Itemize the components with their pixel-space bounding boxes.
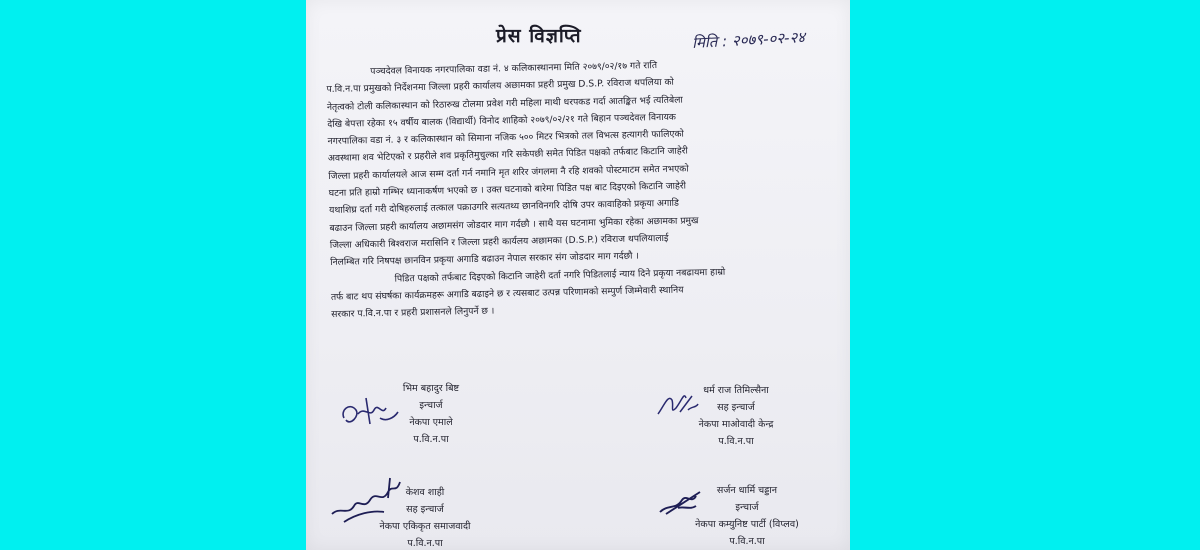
signatory-place: प.वि.न.पा xyxy=(407,538,443,549)
paragraph-line: यथाशिघ्र दर्ता गरी दोषिहरुलाई तत्काल पक्राउगरि सत्यतथ्य छानविनगरि दोषि उपर कावाहिको प्रकृया अगाडि xyxy=(328,198,679,217)
signatory-place: प.वि.न.पा xyxy=(718,436,754,447)
paragraph-1 xyxy=(326,54,830,272)
signatory-place: प.वि.न.पा xyxy=(729,536,765,547)
paragraph-line: प.वि.न.पा प्रमुखको निर्देशनमा जिल्ला प्रहरी कार्यालय अछामका प्रहरी प्रमुख D.S.P. रविराज थपलिया को xyxy=(326,77,675,96)
paragraph-line: देखि बेपत्ता रहेका १५ वर्षीय बालक (विद्यार्थी) विनोद शाहिको २०७९/०२/२१ गते बिहान पञ्चदेवल विनायक xyxy=(327,111,677,130)
signatory-block xyxy=(366,380,496,448)
signatory-name: सर्जन धार्मि चड्डान xyxy=(716,485,778,496)
paragraph-line: घटना प्रति हाम्रो गम्भिर ध्यानाकर्षण भएको छ । उक्त घटनाको बारेमा पिडित पक्ष बाट दिइएको किटानि जाहेरी xyxy=(328,180,687,200)
signatory-name: भिम बहादुर बिष्ट xyxy=(402,383,460,394)
signatory-party: नेकपा एमाले xyxy=(409,417,453,428)
signatory-name: केशव शाही xyxy=(405,487,445,498)
paragraph-line: पिडित पक्षको तर्फबाट दिइएको किटानि जाहेरी दर्ता नगरि पिडितलाई न्याय दिने प्रकृया नबढायमा हाम्रो xyxy=(394,266,726,285)
document-title: प्रेस विज्ञप्ति xyxy=(496,25,582,47)
paragraph-line: अवस्थामा शव भेटिएको र प्रहरीले शव प्रकृतिमुचुल्का गरि सकेपछी समेत पिडित पक्षको तर्फबाट किटानि जाहेरी xyxy=(327,145,688,165)
signatory-block xyxy=(656,382,816,450)
paragraph-line: सरकार प.वि.न.पा र प्रहरी प्रशासनले लिनुपर्ने छ । xyxy=(331,305,495,321)
signatory-place: प.वि.न.पा xyxy=(413,434,449,445)
signatory-name: धर्म राज तिमिल्सैना xyxy=(703,385,769,396)
paragraph-line: बढाउन जिल्ला प्रहरी कार्यालय अछामसंग जोडदार माग गर्दछौ । साथै यस घटनामा भुमिका रहेका अछामका प्रमुख xyxy=(329,214,699,234)
paragraph-line: तर्फ बाट थप संघर्षका कार्यक्रमहरू अगाडि बढाइने छ र त्यसबाट उत्पन्न परिणामको सम्पुर्ण जिम्मेवारी स्थानिय xyxy=(330,284,684,303)
signatory-role: सह इन्चार्ज xyxy=(406,504,444,515)
paragraph-line: जिल्ला अधिकारी बिश्वराज मरासिनि र जिल्ला प्रहरी कार्यलय अछामका (D.S.P.) रविराज थपलियालाई xyxy=(329,232,669,251)
document-body xyxy=(326,54,831,324)
signatory-party: नेकपा कम्युनिष्ट पार्टी (विप्लव) xyxy=(695,519,799,530)
signatory-role: इन्चार्ज xyxy=(419,400,443,411)
paragraph-line: निलम्बित गरि निषपक्ष छानविन प्रकृया अगाडि बढाउन नेपाल सरकार संग जोडदार माग गर्दछौ । xyxy=(330,250,639,269)
paragraph-2 xyxy=(330,261,831,323)
press-release-document xyxy=(306,0,850,550)
signatory-role: सह इन्चार्ज xyxy=(717,402,755,413)
document-date: मिति : २०७९-०२-२४ xyxy=(691,28,806,52)
signatory-party: नेकपा माओवादी केन्द्र xyxy=(698,419,774,430)
paragraph-line: जिल्ला प्रहरी कार्यालयले आज सम्म दर्ता गर्न नमानि मृत शरिर जंगलमा नै रहि शवको पोस्टमाटम समेत नभएको xyxy=(328,163,689,182)
signatory-party: नेकपा एकिकृत समाजवादी xyxy=(379,521,471,532)
signatory-block xyxy=(662,482,832,550)
signatory-role: इन्चार्ज xyxy=(735,502,759,513)
signatory-block xyxy=(350,484,500,550)
paragraph-line: पञ्चदेवल विनायक नगरपालिका वडा नं. ४ कलिकास्थानमा मिति २०७९/०२/१७ गते राति xyxy=(370,60,658,78)
paragraph-line: नगरपालिका वडा नं. ३ र कलिकास्थान को सिमाना नजिक ५०० मिटर भित्रको तल विभत्स हत्यागरी फालिएको xyxy=(327,128,685,148)
paragraph-line: नेतृत्वको टोली कलिकास्थान को रिठारुख टोलमा प्रवेश गरी महिला माथी धरपकड गर्दा आतङ्कित भई त्यतिबेला xyxy=(326,94,683,113)
